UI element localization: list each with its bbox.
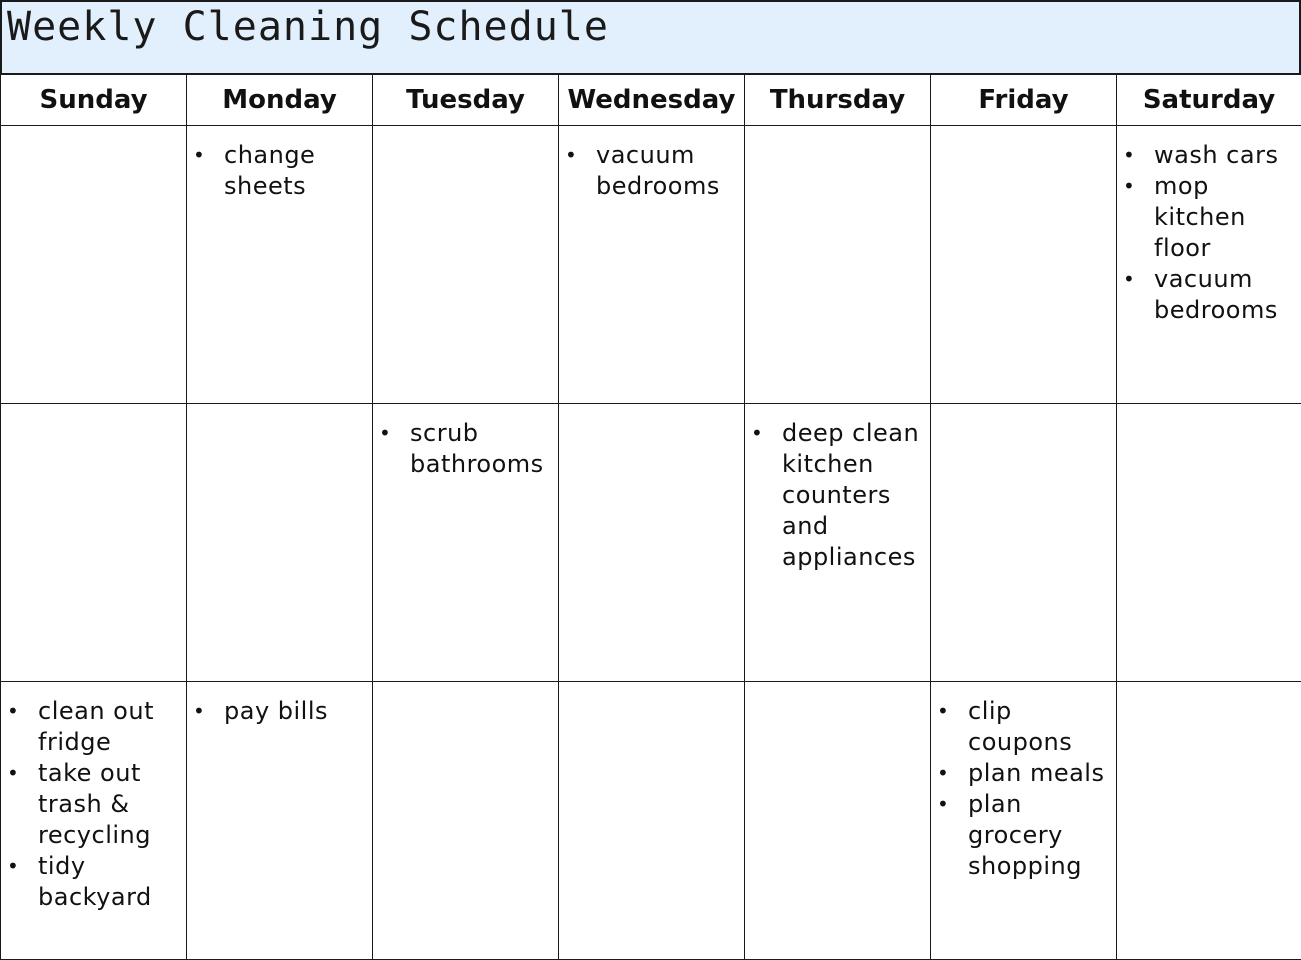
bullet-icon: • — [937, 792, 950, 816]
day-header-row — [1, 74, 1301, 126]
day-header-thursday: Thursday — [745, 74, 931, 126]
task-text: clip coupons — [968, 697, 1073, 756]
day-cell-sunday — [1, 682, 187, 960]
task-item — [559, 140, 740, 202]
day-cell-monday — [187, 126, 373, 404]
task-list — [745, 404, 930, 573]
task-item — [1, 696, 182, 758]
task-item — [187, 140, 368, 202]
bullet-icon: • — [7, 854, 20, 878]
schedule-body — [1, 126, 1301, 960]
task-text: plan meals — [968, 759, 1105, 787]
day-cell-saturday — [1117, 682, 1301, 960]
task-list — [1117, 126, 1301, 326]
day-cell-tuesday — [373, 126, 559, 404]
day-cell-thursday — [745, 126, 931, 404]
task-text: scrub bathrooms — [410, 419, 544, 478]
task-item — [931, 789, 1112, 882]
task-item — [745, 418, 926, 573]
task-text: vacuum bedrooms — [596, 141, 720, 200]
day-cell-wednesday — [559, 404, 745, 682]
day-cell-tuesday — [373, 682, 559, 960]
day-header-sunday: Sunday — [1, 74, 187, 126]
week-row-1 — [1, 126, 1301, 404]
task-text: clean out fridge — [38, 697, 154, 756]
day-cell-monday — [187, 682, 373, 960]
task-text: mop kitchen floor — [1154, 172, 1246, 262]
bullet-icon: • — [193, 699, 206, 723]
task-text: pay bills — [224, 697, 329, 725]
task-list — [559, 126, 744, 202]
day-header-wednesday: Wednesday — [559, 74, 745, 126]
task-item — [1117, 140, 1297, 171]
bullet-icon: • — [937, 699, 950, 723]
task-item — [1, 758, 182, 851]
task-list — [187, 682, 372, 727]
bullet-icon: • — [193, 143, 206, 167]
bullet-icon: • — [751, 421, 764, 445]
day-header-tuesday: Tuesday — [373, 74, 559, 126]
task-list — [1, 682, 186, 913]
task-list — [373, 404, 558, 480]
task-list — [187, 126, 372, 202]
day-header-friday: Friday — [931, 74, 1117, 126]
day-header-saturday: Saturday — [1117, 74, 1301, 126]
day-cell-thursday — [745, 404, 931, 682]
day-cell-friday — [931, 126, 1117, 404]
task-item — [931, 758, 1112, 789]
bullet-icon: • — [937, 761, 950, 785]
task-item — [373, 418, 554, 480]
task-item — [1, 851, 182, 913]
task-item — [1117, 264, 1297, 326]
task-text: change sheets — [224, 141, 316, 200]
task-item — [931, 696, 1112, 758]
task-text: wash cars — [1154, 141, 1279, 169]
bullet-icon: • — [1123, 143, 1136, 167]
bullet-icon: • — [1123, 174, 1136, 198]
day-cell-saturday — [1117, 126, 1301, 404]
day-cell-wednesday — [559, 682, 745, 960]
title-bar — [0, 0, 1301, 75]
day-header-monday: Monday — [187, 74, 373, 126]
task-item — [187, 696, 368, 727]
day-cell-wednesday — [559, 126, 745, 404]
task-text: take out trash & recycling — [38, 759, 151, 849]
task-text: vacuum bedrooms — [1154, 265, 1278, 324]
day-cell-sunday — [1, 126, 187, 404]
task-list — [931, 682, 1116, 882]
schedule-table — [0, 73, 1301, 960]
bullet-icon: • — [1123, 267, 1136, 291]
bullet-icon: • — [565, 143, 578, 167]
day-cell-saturday — [1117, 404, 1301, 682]
day-cell-monday — [187, 404, 373, 682]
day-cell-sunday — [1, 404, 187, 682]
task-item — [1117, 171, 1297, 264]
bullet-icon: • — [7, 699, 20, 723]
day-cell-friday — [931, 682, 1117, 960]
week-row-3 — [1, 682, 1301, 960]
day-cell-tuesday — [373, 404, 559, 682]
day-cell-friday — [931, 404, 1117, 682]
task-text: deep clean kitchen counters and appliances — [782, 419, 920, 571]
week-row-2 — [1, 404, 1301, 682]
bullet-icon: • — [379, 421, 392, 445]
day-cell-thursday — [745, 682, 931, 960]
page-title: Weekly Cleaning Schedule — [7, 4, 609, 50]
task-text: plan grocery shopping — [968, 790, 1082, 880]
task-text: tidy backyard — [38, 852, 152, 911]
bullet-icon: • — [7, 761, 20, 785]
